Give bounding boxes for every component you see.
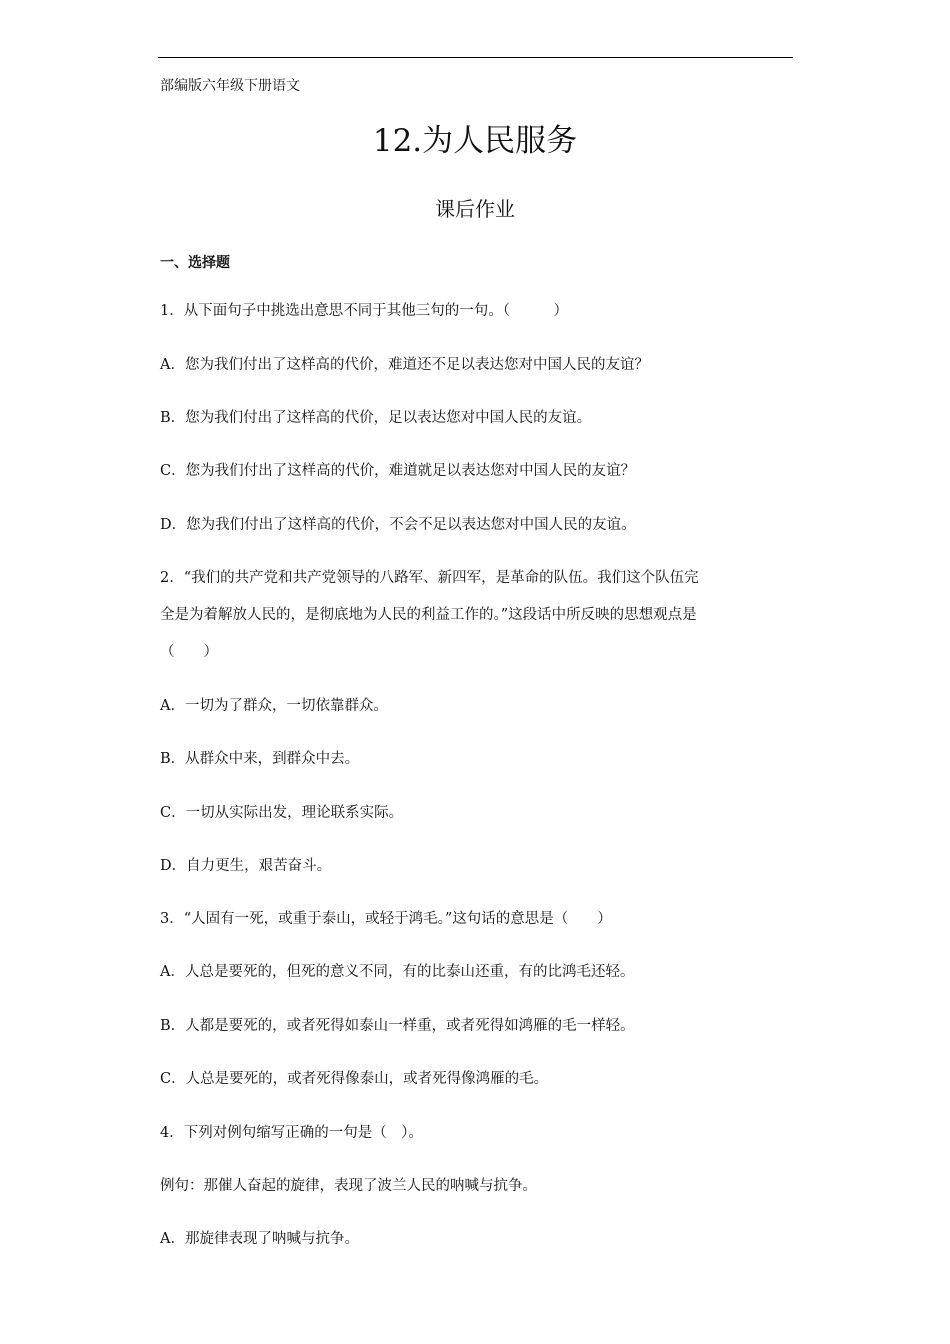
header-rule (158, 57, 793, 58)
question-1-option-a: A．您为我们付出了这样高的代价，难道还不足以表达您对中国人民的友谊？ (160, 357, 649, 373)
question-2-option-c: C．一切从实际出发，理论联系实际。 (160, 805, 404, 821)
question-1-option-d: D．您为我们付出了这样高的代价，不会不足以表达您对中国人民的友谊。 (160, 517, 636, 533)
question-2-option-d: D．自力更生，艰苦奋斗。 (160, 858, 332, 874)
question-2-option-b: B．从群众中来，到群众中去。 (160, 751, 360, 767)
question-1-option-c: C．您为我们付出了这样高的代价，难道就足以表达您对中国人民的友谊？ (160, 463, 636, 479)
question-4-example: 例句：那催人奋起的旋律，表现了波兰人民的呐喊与抗争。 (160, 1178, 537, 1194)
question-1-option-b: B．您为我们付出了这样高的代价，足以表达您对中国人民的友谊。 (160, 410, 592, 426)
question-3-option-a: A．人总是要死的，但死的意义不同，有的比泰山还重，有的比鸿毛还轻。 (160, 964, 635, 980)
page-title: 12.为人民服务 (372, 123, 578, 159)
question-4-stem: 4．下列对例句缩写正确的一句是（ ）。 (160, 1125, 423, 1141)
question-3-option-b: B．人都是要死的，或者死得如泰山一样重，或者死得如鸿雁的毛一样轻。 (160, 1018, 635, 1034)
question-3-option-c: C．人总是要死的，或者死得像泰山，或者死得像鸿雁的毛。 (160, 1071, 549, 1087)
course-header: 部编版六年级下册语文 (160, 78, 300, 94)
page-subtitle: 课后作业 (435, 197, 515, 221)
question-2-stem-line-1: 2．“我们的共产党和共产党领导的八路军、新四军，是革命的队伍。我们这个队伍完 (160, 570, 699, 586)
question-4-option-a: A．那旋律表现了呐喊与抗争。 (160, 1231, 359, 1247)
question-1-stem: 1．从下面句子中挑选出意思不同于其他三句的一句。（ ） (160, 303, 568, 319)
question-3-stem: 3．“人固有一死，或重于泰山，或轻于鸿毛。”这句话的意思是（ ） (160, 911, 612, 927)
question-2-option-a: A．一切为了群众，一切依靠群众。 (160, 698, 388, 714)
question-2-stem-line-2: 全是为着解放人民的，是彻底地为人民的利益工作的。”这段话中所反映的思想观点是 (160, 607, 697, 623)
question-2-stem-line-3: （ ） (160, 644, 218, 660)
section-heading-multiple-choice: 一、选择题 (160, 255, 230, 271)
